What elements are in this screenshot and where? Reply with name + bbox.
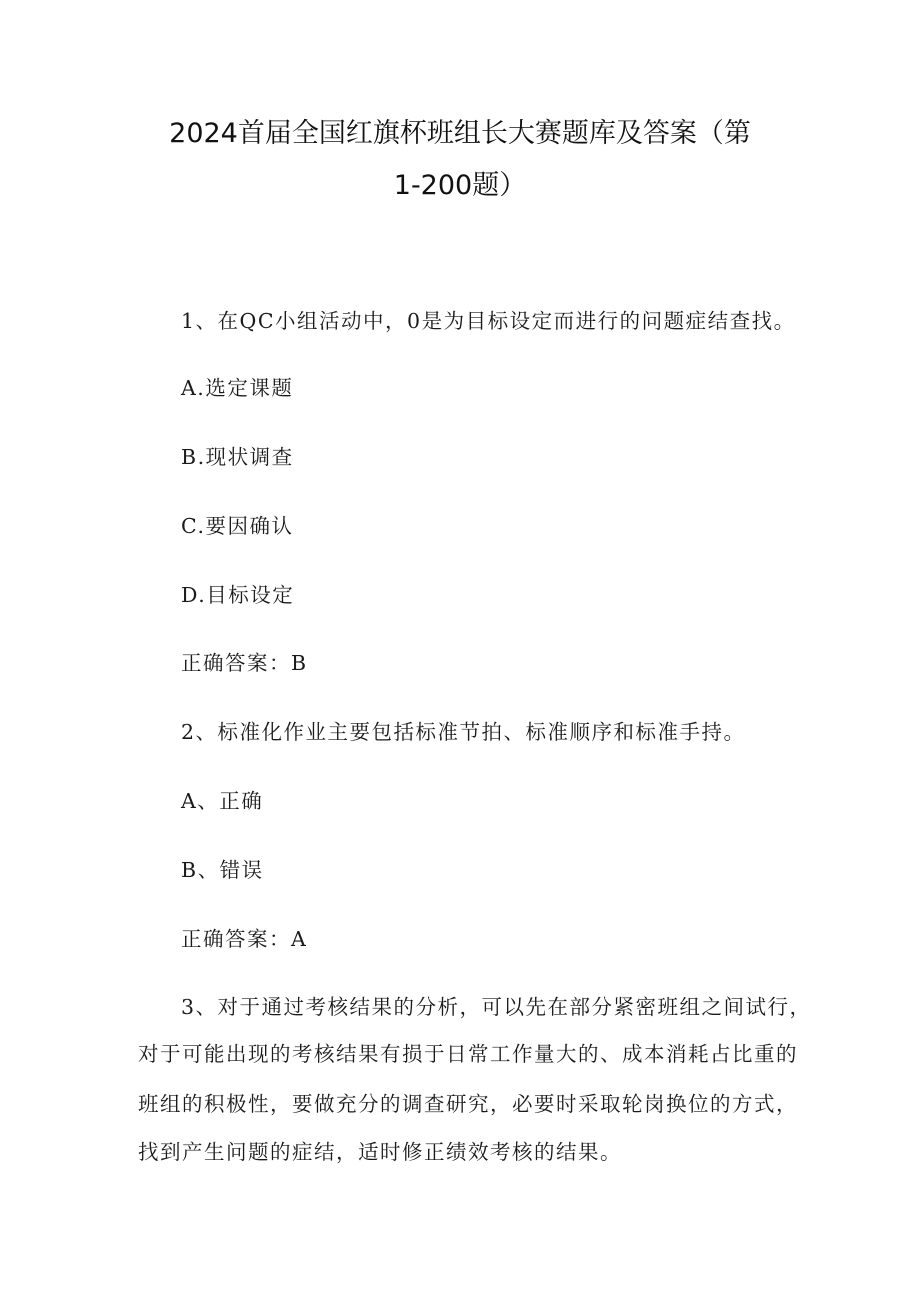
question-1-option-a: A.选定课题 <box>181 376 294 400</box>
question-3-stem-line-3: 班组的积极性，要做充分的调查研究，必要时采取轮岗换位的方式， <box>138 1092 798 1116</box>
question-3-stem-line-2: 对于可能出现的考核结果有损于日常工作量大的、成本消耗占比重的 <box>138 1042 798 1066</box>
question-2-option-b: B、错误 <box>181 858 264 882</box>
question-1-option-c: C.要因确认 <box>181 514 294 538</box>
question-1-option-d: D.目标设定 <box>181 583 295 607</box>
question-2-stem: 2、标准化作业主要包括标准节拍、标准顺序和标准手持。 <box>181 720 746 744</box>
document-title-line-2: 1-200题） <box>393 170 527 201</box>
question-2-answer: 正确答案：A <box>181 927 308 951</box>
document-title-line-1: 2024首届全国红旗杯班组长大赛题库及答案（第 <box>169 118 751 149</box>
question-3-stem-line-4: 找到产生问题的症结，适时修正绩效考核的结果。 <box>138 1140 622 1164</box>
question-3-stem-line-1: 3、对于通过考核结果的分析，可以先在部分紧密班组之间试行， <box>181 995 812 1019</box>
question-1-option-b: B.现状调查 <box>181 445 294 469</box>
question-2-option-a: A、正确 <box>181 789 264 813</box>
question-1-answer: 正确答案：B <box>181 651 308 675</box>
question-1-stem: 1、在QC小组活动中，0是为目标设定而进行的问题症结查找。 <box>181 309 796 333</box>
